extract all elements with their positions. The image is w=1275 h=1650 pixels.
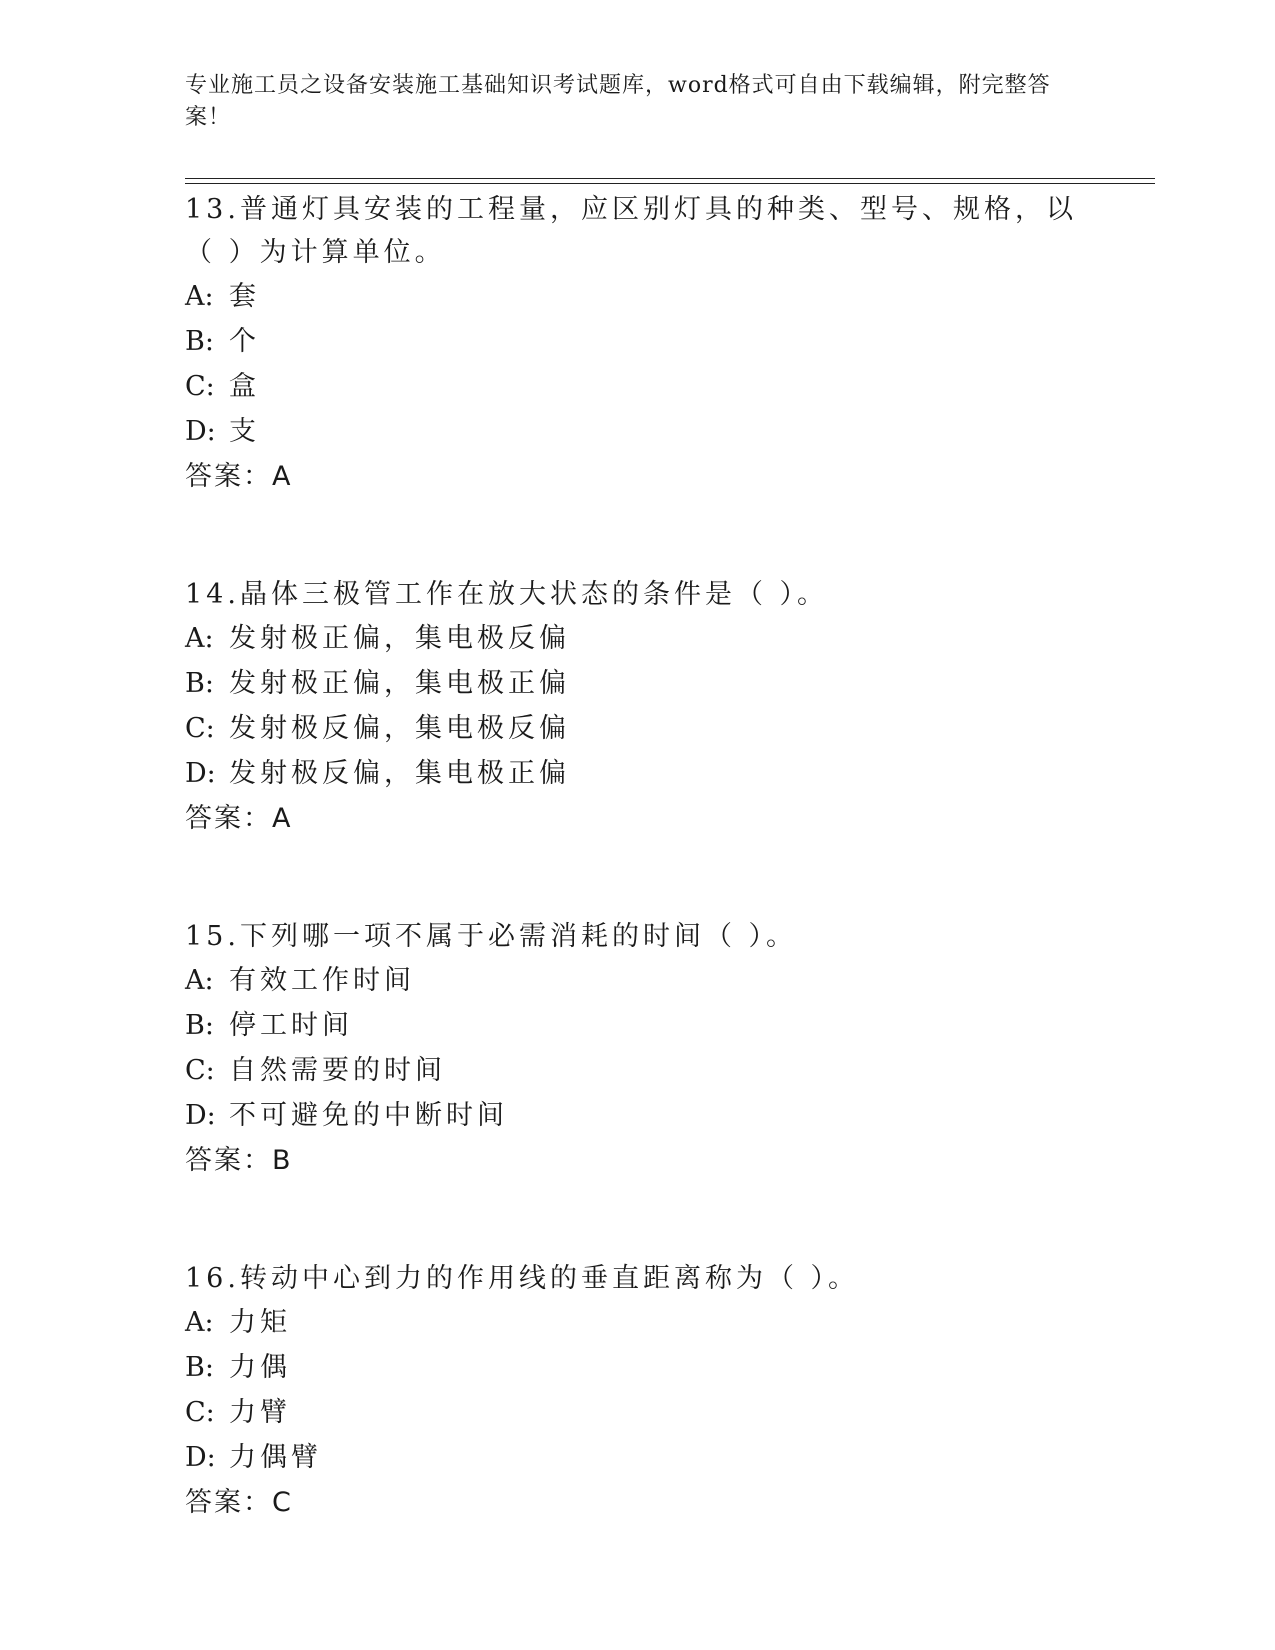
answer-line: 答案：A (185, 803, 293, 834)
option-letter: C: (185, 1055, 215, 1086)
option-text: 力矩 (229, 1307, 291, 1338)
option-c (185, 1390, 1085, 1435)
question-stem: 16.转动中心到力的作用线的垂直距离称为（ ）。 (185, 1263, 860, 1294)
option-a (185, 616, 1085, 661)
option-letter: D: (185, 758, 216, 789)
option-letter: C: (185, 1397, 215, 1428)
option-letter: A: (185, 965, 214, 996)
option-b (185, 1003, 1085, 1048)
option-letter: C: (185, 371, 215, 402)
option-a (185, 1300, 1085, 1345)
question-stem: 13.普通灯具安装的工程量，应区别灯具的种类、型号、规格，以（ ）为计算单位。 (185, 194, 1077, 268)
option-letter: B: (185, 1010, 214, 1041)
option-b (185, 1345, 1085, 1390)
option-text: 套 (229, 281, 260, 312)
option-d (185, 1435, 1085, 1480)
question-14 (185, 573, 1085, 841)
option-letter: A: (185, 1307, 214, 1338)
option-letter: B: (185, 1352, 214, 1383)
question-stem: 15.下列哪一项不属于必需消耗的时间（ ）。 (185, 921, 798, 952)
question-16 (185, 1257, 1085, 1525)
option-letter: D: (185, 1442, 216, 1473)
option-text: 有效工作时间 (229, 965, 415, 996)
answer-line: 答案：B (185, 1145, 293, 1176)
option-letter: B: (185, 326, 214, 357)
option-c (185, 706, 1085, 751)
question-13 (185, 188, 1085, 499)
answer-line: 答案：A (185, 461, 293, 492)
option-text: 不可避免的中断时间 (229, 1100, 508, 1131)
question-list (185, 188, 1085, 1525)
option-letter: C: (185, 713, 215, 744)
option-d (185, 1093, 1085, 1138)
option-letter: A: (185, 281, 214, 312)
option-text: 发射极正偏，集电极反偏 (229, 623, 570, 654)
option-text: 支 (229, 416, 260, 447)
option-b (185, 319, 1085, 364)
option-text: 自然需要的时间 (229, 1055, 446, 1086)
option-d (185, 409, 1085, 454)
option-text: 力偶臂 (229, 1442, 322, 1473)
question-15 (185, 915, 1085, 1183)
option-c (185, 1048, 1085, 1093)
option-b (185, 661, 1085, 706)
option-a (185, 958, 1085, 1003)
option-letter: D: (185, 1100, 216, 1131)
option-d (185, 751, 1085, 796)
option-text: 发射极反偏，集电极正偏 (229, 758, 570, 789)
option-text: 发射极正偏，集电极正偏 (229, 668, 570, 699)
document-header: 专业施工员之设备安装施工基础知识考试题库，word格式可自由下载编辑，附完整答案！ (185, 73, 1051, 130)
option-c (185, 364, 1085, 409)
option-letter: D: (185, 416, 216, 447)
answer-line: 答案：C (185, 1487, 293, 1518)
option-text: 盒 (229, 371, 260, 402)
option-text: 发射极反偏，集电极反偏 (229, 713, 570, 744)
header-divider-bottom (185, 183, 1155, 184)
option-letter: A: (185, 623, 214, 654)
option-a (185, 274, 1085, 319)
option-text: 力偶 (229, 1352, 291, 1383)
header-divider-top (185, 178, 1155, 179)
option-text: 力臂 (229, 1397, 291, 1428)
question-stem: 14.晶体三极管工作在放大状态的条件是（ ）。 (185, 579, 829, 610)
option-text: 停工时间 (229, 1010, 353, 1041)
option-text: 个 (229, 326, 260, 357)
option-letter: B: (185, 668, 214, 699)
